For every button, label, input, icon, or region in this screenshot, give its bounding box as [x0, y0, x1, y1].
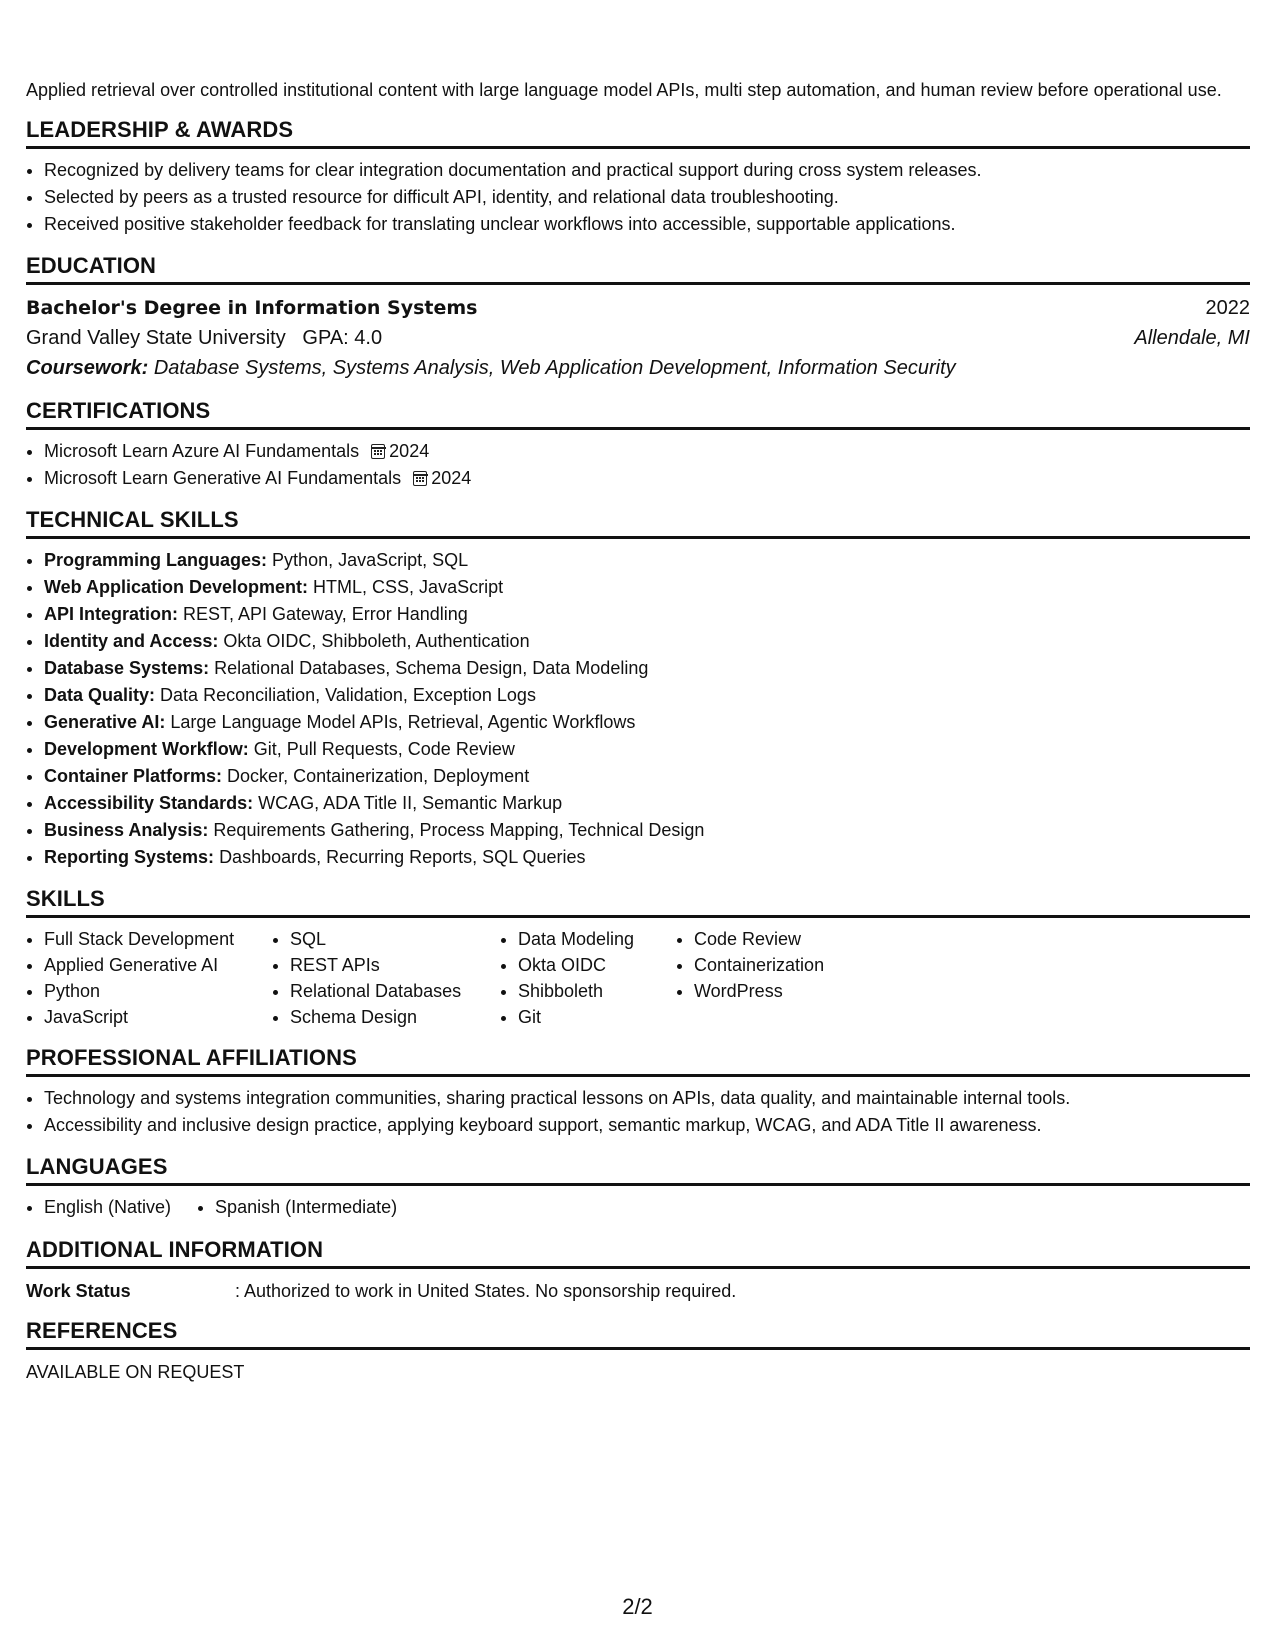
skills-section	[26, 885, 1250, 1030]
list-item: • SQL	[290, 926, 500, 952]
list-item	[44, 736, 1250, 763]
list-item	[44, 547, 1250, 574]
resume-page	[26, 78, 1250, 1384]
certifications-list	[26, 438, 1250, 492]
list-item: • Received positive stakeholder feedback for translating unclear workflows into accessible, supportable applications.	[44, 211, 1250, 238]
list-item: • English (Native)	[44, 1194, 171, 1220]
skill-values: Dashboards, Recurring Reports, SQL Queries	[219, 847, 586, 867]
skill-values: WCAG, ADA Title II, Semantic Markup	[258, 793, 563, 813]
coursework-label: Coursework:	[26, 357, 149, 379]
list-item	[44, 655, 1250, 682]
work-status-value: : Authorized to work in United States. No sponsorship required.	[235, 1281, 737, 1301]
page-number: 2/2	[622, 1594, 653, 1619]
skills-grid	[26, 926, 1250, 1030]
skill-category: Container Platforms:	[44, 766, 223, 786]
list-item: • REST APIs	[290, 952, 500, 978]
list-item	[44, 817, 1250, 844]
skill-values: Requirements Gathering, Process Mapping, Technical Design	[213, 820, 705, 840]
technical-skills-list	[26, 547, 1250, 871]
certification-year: 2024	[431, 468, 472, 488]
degree: Bachelor's Degree in Information Systems	[26, 297, 478, 319]
skill-values: HTML, CSS, JavaScript	[313, 577, 504, 597]
list-item	[44, 709, 1250, 736]
list-item	[44, 465, 1250, 492]
work-status-row	[26, 1279, 1250, 1303]
list-item: • Selected by peers as a trusted resource for difficult API, identity, and relational data troubleshooting.	[44, 184, 1250, 211]
skill-values: Relational Databases, Schema Design, Data Modeling	[214, 658, 649, 678]
section-title: SKILLS	[26, 885, 1250, 918]
list-item: • Data Modeling	[518, 926, 676, 952]
skill-category: Business Analysis:	[44, 820, 209, 840]
list-item: • Full Stack Development	[44, 926, 272, 952]
skill-category: Database Systems:	[44, 658, 210, 678]
calendar-icon	[371, 444, 385, 459]
calendar-icon	[413, 471, 427, 486]
skill-category: Data Quality:	[44, 685, 156, 705]
list-item: • Git	[518, 1004, 676, 1030]
skill-category: Programming Languages:	[44, 550, 268, 570]
certification-year: 2024	[389, 441, 430, 461]
section-title: EDUCATION	[26, 252, 1250, 285]
coursework	[26, 353, 1250, 383]
list-item	[44, 763, 1250, 790]
section-title: PROFESSIONAL AFFILIATIONS	[26, 1044, 1250, 1077]
list-item	[44, 601, 1250, 628]
references-section	[26, 1317, 1250, 1384]
list-item: • Technology and systems integration communities, sharing practical lessons on APIs, data quality, and maintainable internal tools.	[44, 1085, 1250, 1112]
list-item	[44, 844, 1250, 871]
technical-skills-section	[26, 506, 1250, 871]
list-item	[44, 574, 1250, 601]
list-item: • Code Review	[694, 926, 894, 952]
list-item: • Relational Databases	[290, 978, 500, 1004]
skills-column	[272, 926, 500, 1030]
section-title: REFERENCES	[26, 1317, 1250, 1350]
skill-values: Okta OIDC, Shibboleth, Authentication	[223, 631, 530, 651]
list-item: • Okta OIDC	[518, 952, 676, 978]
list-item: • Python	[44, 978, 272, 1004]
skills-column	[676, 926, 894, 1030]
list-item: • Spanish (Intermediate)	[215, 1194, 397, 1220]
list-item: • Schema Design	[290, 1004, 500, 1030]
skill-values: Large Language Model APIs, Retrieval, Agentic Workflows	[170, 712, 636, 732]
certification-name: Microsoft Learn Azure AI Fundamentals	[44, 441, 360, 461]
list-item: • Applied Generative AI	[44, 952, 272, 978]
skill-values: Python, JavaScript, SQL	[272, 550, 469, 570]
skill-values: Docker, Containerization, Deployment	[227, 766, 530, 786]
experience-continuation-text: Applied retrieval over controlled institutional content with large language model APIs, multi step automation, and human review before operational use.	[26, 80, 1222, 100]
skill-values: Data Reconciliation, Validation, Exception Logs	[160, 685, 536, 705]
list-item: • WordPress	[694, 978, 894, 1004]
section-title: ADDITIONAL INFORMATION	[26, 1236, 1250, 1269]
leadership-list	[26, 157, 1250, 238]
list-item: • Recognized by delivery teams for clear integration documentation and practical support during cross system releases.	[44, 157, 1250, 184]
coursework-list: Database Systems, Systems Analysis, Web Application Development, Information Security	[153, 357, 956, 379]
skill-category: Development Workflow:	[44, 739, 249, 759]
gpa: GPA: 4.0	[302, 327, 383, 349]
list-item: • Accessibility and inclusive design practice, applying keyboard support, semantic markup, WCAG, and ADA Title II awareness.	[44, 1112, 1250, 1139]
list-item	[44, 790, 1250, 817]
list-item: • JavaScript	[44, 1004, 272, 1030]
skill-category: Identity and Access:	[44, 631, 219, 651]
list-item	[44, 438, 1250, 465]
list-item: • Shibboleth	[518, 978, 676, 1004]
section-title: TECHNICAL SKILLS	[26, 506, 1250, 539]
skills-column	[500, 926, 676, 1030]
skills-column	[26, 926, 272, 1030]
section-title: LEADERSHIP & AWARDS	[26, 116, 1250, 149]
school-name: Grand Valley State University	[26, 327, 286, 349]
references-text: AVAILABLE ON REQUEST	[26, 1362, 245, 1382]
leadership-section	[26, 116, 1250, 238]
list-item: • Containerization	[694, 952, 894, 978]
certifications-section	[26, 397, 1250, 492]
skill-category: API Integration:	[44, 604, 178, 624]
skill-category: Reporting Systems:	[44, 847, 215, 867]
skill-values: Git, Pull Requests, Code Review	[253, 739, 515, 759]
graduation-year: 2022	[1205, 297, 1250, 319]
education-entry	[26, 293, 1250, 383]
affiliations-section	[26, 1044, 1250, 1139]
list-item	[44, 682, 1250, 709]
skill-category: Generative AI:	[44, 712, 166, 732]
skill-category: Accessibility Standards:	[44, 793, 254, 813]
section-title: LANGUAGES	[26, 1153, 1250, 1186]
section-title: CERTIFICATIONS	[26, 397, 1250, 430]
additional-info-section	[26, 1236, 1250, 1303]
affiliations-list	[26, 1085, 1250, 1139]
skill-category: Web Application Development:	[44, 577, 309, 597]
languages-list	[26, 1194, 1250, 1220]
list-item	[44, 628, 1250, 655]
education-section	[26, 252, 1250, 383]
work-status-label: Work Status	[26, 1281, 131, 1301]
languages-section	[26, 1153, 1250, 1220]
skill-values: REST, API Gateway, Error Handling	[183, 604, 468, 624]
certification-name: Microsoft Learn Generative AI Fundamentals	[44, 468, 402, 488]
school-location: Allendale, MI	[1134, 327, 1250, 349]
